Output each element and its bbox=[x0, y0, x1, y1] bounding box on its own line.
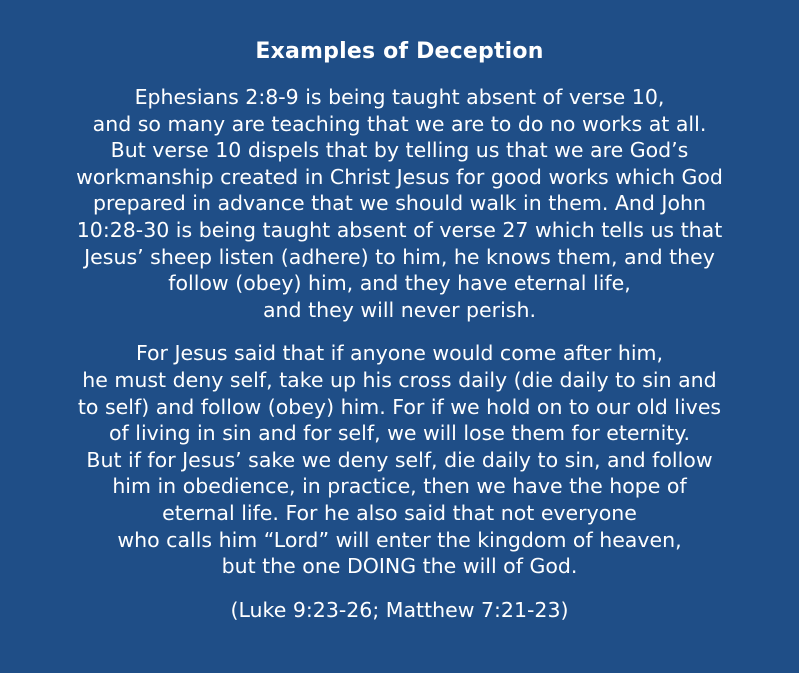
paragraph-line: but the one DOING the will of God. bbox=[221, 554, 578, 579]
paragraph-line: prepared in advance that we should walk in them. And John bbox=[92, 191, 707, 216]
paragraph-line: Jesus’ sheep listen (adhere) to him, he knows them, and they bbox=[84, 244, 715, 269]
paragraph-line: and they will never perish. bbox=[263, 297, 536, 322]
paragraph-line: For Jesus said that if anyone would come after him, bbox=[135, 341, 664, 366]
paragraph-line: and so many are teaching that we are to do no works at all. bbox=[92, 111, 707, 136]
paragraph-line: workmanship created in Christ Jesus for good works which God bbox=[76, 164, 723, 189]
paragraph-line: eternal life. For he also said that not everyone bbox=[162, 500, 637, 525]
paragraph-2 bbox=[0, 340, 799, 579]
scripture-citation: (Luke 9:23-26; Matthew 7:21-23) bbox=[230, 597, 569, 622]
paragraph-line: But verse 10 dispels that by telling us that we are God’s bbox=[110, 138, 689, 163]
paragraph-1 bbox=[0, 84, 799, 323]
paragraph-line: 10:28-30 is being taught absent of verse 27 which tells us that bbox=[76, 217, 723, 242]
page-title: Examples of Deception bbox=[255, 39, 544, 64]
paragraph-line: follow (obey) him, and they have eternal life, bbox=[168, 271, 631, 296]
paragraph-line: of living in sin and for self, we will lose them for eternity. bbox=[108, 421, 691, 446]
paragraph-line: to self) and follow (obey) him. For if we hold on to our old lives bbox=[77, 394, 722, 419]
paragraph-line: who calls him “Lord” will enter the kingdom of heaven, bbox=[117, 527, 682, 552]
paragraph-line: him in obedience, in practice, then we have the hope of bbox=[112, 474, 687, 499]
paragraph-line: he must deny self, take up his cross daily (die daily to sin and bbox=[82, 367, 717, 392]
paragraph-line: But if for Jesus’ sake we deny self, die daily to sin, and follow bbox=[86, 447, 713, 472]
paragraph-line: Ephesians 2:8-9 is being taught absent of verse 10, bbox=[134, 85, 665, 109]
